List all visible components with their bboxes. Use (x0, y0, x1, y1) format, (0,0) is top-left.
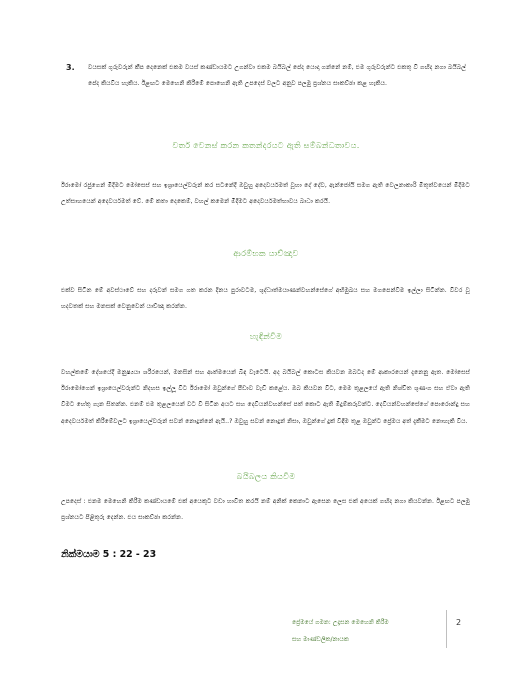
section-body-introduction: වහල්කමේ දේශයේදී මනුෂ්‍යයා ශරීරයෙන්, මනසින් සහ ආත්මයෙන් බිඳ වැටෙයි. අද බයිබල් කොටස කියවන ඔබටද මේ ආකාරයෙන් දැනෙනු ඇත. මෝසෙස් ඊරාමෝගෙන් ඉශ්‍රායෙල්වරුන්ට නිදහස ඉල්ලූ විට ඊරාමෝ ඔවුන්ගේ පීඩාව වැඩි කළේය. ඔබ කියවන විට, මෙම තුළලයේ ඇති නිශ්චිත ශුණංග සහ ඒවා ඇති වීමට හේතු ගැන සිතන්න. එනම් එම තුළලයෙන් වට වී සිටින අයට සහ දෙවියන්වහන්සේ පත් කොට ඇති මිදුම්කරුවන්ට. දෙවියන්වහන්සේගේ පොරොන්දු සහ අදෙවර්යමත් කිරීමේවලට ඉශ්‍රායෙල්වරුන් සවන් නොදුන්නේ ඇයි..? ඔවුහු සවන් නොදුන් නිසා, ඔවුන්ගේ දුක් විඳීම තුළ ඔවුන්ට ප්‍රේමය අත් දැකීමට නොහැකි විය. (61, 369, 470, 425)
section-heading-connection: වර්ත වෙනස් කරන කතන්දරයට ඇති සම්බන්ධතාවය. (172, 140, 360, 150)
item-number: 3. (66, 63, 75, 72)
page-footer (292, 614, 442, 648)
item-text: වයසක් ගුරුවරුන් කීප දෙනෙක් එකම වයස් කණ්ඩායමට උගන්වා එකම බයිබල් පේද යොදා ගන්නේ නම්, එම ගුරුවරුන්ට එකතු වී ගඟිද නගා බයිබල් පේද කියවිය හැකිය. ඊළඟට මෙහෙනි කිරීමේ පොහෙනි ඇති උපදෙස් වලට අනුව පලමු ප්‍රශ්නය සාකච්ඡා කළ හැකිය. (88, 64, 466, 87)
page-number: 2 (456, 618, 462, 627)
numbered-item-3 (66, 60, 466, 92)
footer-divider (446, 610, 447, 648)
section-heading-bible-reading: බයිබලය කියවීම (236, 471, 296, 481)
scripture-reference: නික්මයාම 5 : 22 - 23 (61, 549, 157, 560)
section-body-bible-reading: උපදෙස් : එනම මෙහෙනි කිරීම කණ්ඩායමේ එක් අයෙකුට වඩා හාවිත කරයි නම් අනික් කෙනාට ඇසෙන ලෙස එක් අයෙක් ගඟිද නගා කියවන්න. ඊළඟට පලමු ප්‍රශ්නයට පිළිතුරු දෙන්න. එය සාකච්ඡා කරන්න. (61, 498, 470, 522)
section-body-opening-prayer: එක්ව සිටින මේ අවස්ථාවේ සහ දරුවන් සමග ගත කරන දිනය පුරාවටම, ශුද්ධාත්මයාණන්වහන්සේගේ අභිමුඛය සහ මගපෙන්වීම ඉල්ලා සිටින්න. විවර වූ හදවතක් සහ මනසක් වෙනුවෙන් යාච්ඤා කරන්න. (61, 287, 470, 311)
footer-line-2: සහ මාණ්ඩලික/නායක (292, 636, 349, 643)
section-body-connection: ඊරාමෝ රජුගෙන් මිදීමට මෝසෙස් සහ ඉශ්‍රායෙල්වරුන් කර සටනේදී ඔවුහු අදෙවර්යමත් වූහා දේ දේව, ඇන්ජෝයි සමග ඇති වෙලනාකාරි මිතුත්වයෙන් මිදීමට උත්සාහයෙන් අදෙවර්යමත් වේ. මේ කතා දෙකෙම්, වහල් කමෙන් මිදීමට අදෙවර්යමත්භාවය බාධා කරයි. (61, 182, 470, 206)
footer-line-1: ප්‍රේමයේ ගමන: උදෑසන මෙහෙනි කිරීම (292, 619, 389, 626)
section-heading-opening-prayer: ආරම්භක යාච්ඤාව (233, 248, 299, 258)
section-heading-introduction: හැඳින්වීම (249, 331, 283, 341)
